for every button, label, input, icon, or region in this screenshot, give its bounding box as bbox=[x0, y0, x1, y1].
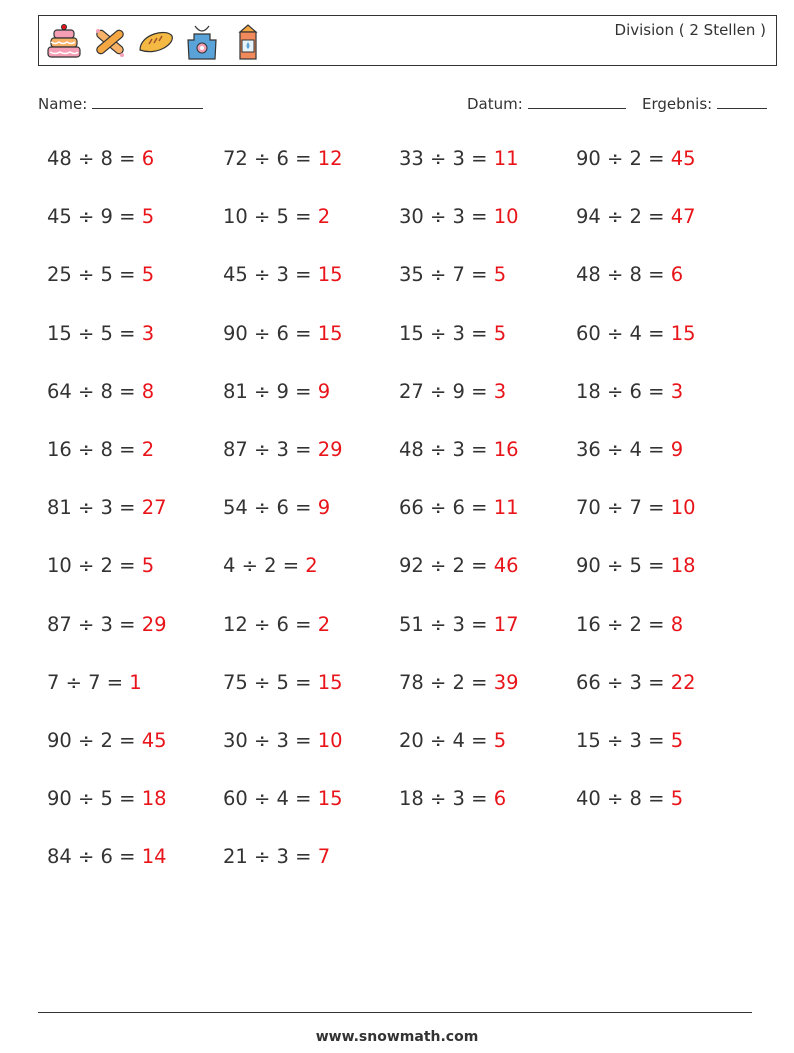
problem-answer: 18 bbox=[670, 554, 696, 578]
problem-item bbox=[399, 147, 519, 170]
problem-item bbox=[399, 613, 519, 636]
problem-item bbox=[223, 613, 330, 636]
problem-item bbox=[47, 671, 142, 694]
cake-icon bbox=[45, 22, 83, 62]
milk-carton-icon bbox=[229, 22, 267, 62]
problem-answer: 5 bbox=[493, 263, 507, 287]
problem-answer: 8 bbox=[670, 612, 684, 636]
problem-answer: 2 bbox=[317, 205, 331, 229]
problem-answer: 29 bbox=[141, 612, 167, 636]
problem-answer: 15 bbox=[317, 787, 343, 811]
problem-item bbox=[399, 671, 519, 694]
problem-item bbox=[399, 205, 519, 228]
problem-item bbox=[576, 147, 696, 170]
problem-answer: 5 bbox=[493, 321, 507, 345]
problem-answer: 12 bbox=[317, 147, 343, 170]
problem-question: 16 ÷ 8 = bbox=[47, 438, 136, 461]
problem-item bbox=[47, 322, 154, 345]
problem-item bbox=[576, 205, 696, 228]
problem-question: 78 ÷ 2 = bbox=[399, 670, 488, 694]
problem-question: 90 ÷ 5 = bbox=[47, 787, 136, 811]
problem-item bbox=[47, 205, 154, 228]
problem-question: 45 ÷ 9 = bbox=[47, 205, 136, 229]
problem-answer: 9 bbox=[670, 438, 684, 461]
footer-url: www.snowmath.com bbox=[315, 1029, 479, 1045]
name-blank bbox=[92, 93, 203, 109]
problem-question: 94 ÷ 2 = bbox=[576, 205, 665, 229]
problem-item bbox=[223, 787, 343, 810]
problem-item bbox=[223, 438, 343, 461]
problem-answer: 14 bbox=[141, 845, 167, 869]
problem-question: 90 ÷ 2 = bbox=[576, 147, 665, 170]
problem-answer: 5 bbox=[493, 729, 507, 752]
problem-answer: 11 bbox=[493, 496, 519, 520]
icon-strip bbox=[45, 22, 267, 62]
problem-answer: 2 bbox=[141, 438, 155, 461]
problem-answer: 5 bbox=[141, 554, 155, 578]
problem-item bbox=[576, 671, 696, 694]
problem-answer: 46 bbox=[493, 554, 519, 578]
problem-item bbox=[47, 613, 167, 636]
name-label: Name: bbox=[38, 95, 88, 113]
problem-item bbox=[576, 496, 696, 519]
worksheet-header bbox=[38, 15, 777, 66]
problem-item bbox=[223, 729, 343, 752]
problem-item bbox=[576, 380, 683, 403]
date-blank bbox=[528, 93, 626, 109]
problem-answer: 22 bbox=[670, 670, 696, 694]
worksheet-title: Division ( 2 Stellen ) bbox=[614, 21, 766, 39]
problem-question: 45 ÷ 3 = bbox=[223, 263, 312, 287]
problem-answer: 29 bbox=[317, 438, 343, 461]
problem-answer: 10 bbox=[493, 205, 519, 229]
problem-question: 60 ÷ 4 = bbox=[576, 321, 665, 345]
problem-item bbox=[223, 263, 343, 286]
problem-question: 66 ÷ 3 = bbox=[576, 670, 665, 694]
problem-item bbox=[47, 380, 154, 403]
date-label: Datum: bbox=[467, 95, 523, 113]
problem-question: 70 ÷ 7 = bbox=[576, 496, 665, 520]
problem-question: 40 ÷ 8 = bbox=[576, 787, 665, 811]
problem-question: 27 ÷ 9 = bbox=[399, 379, 488, 403]
problem-item bbox=[223, 671, 343, 694]
problem-question: 35 ÷ 7 = bbox=[399, 263, 488, 287]
problem-answer: 10 bbox=[317, 729, 343, 752]
problem-answer: 10 bbox=[670, 496, 696, 520]
problem-item bbox=[576, 729, 683, 752]
problem-answer: 5 bbox=[670, 787, 684, 811]
problem-question: 90 ÷ 6 = bbox=[223, 321, 312, 345]
problem-answer: 8 bbox=[141, 379, 155, 403]
problem-question: 12 ÷ 6 = bbox=[223, 612, 312, 636]
problem-item bbox=[47, 263, 154, 286]
problem-question: 30 ÷ 3 = bbox=[399, 205, 488, 229]
rolling-pin-icon bbox=[91, 22, 129, 62]
problem-answer: 7 bbox=[317, 845, 331, 869]
problem-item bbox=[223, 845, 330, 868]
problem-question: 90 ÷ 5 = bbox=[576, 554, 665, 578]
problem-question: 60 ÷ 4 = bbox=[223, 787, 312, 811]
problem-question: 25 ÷ 5 = bbox=[47, 263, 136, 287]
problem-answer: 5 bbox=[141, 263, 155, 287]
problem-item bbox=[399, 438, 519, 461]
score-blank bbox=[717, 93, 767, 109]
problem-question: 87 ÷ 3 = bbox=[47, 612, 136, 636]
problem-question: 18 ÷ 6 = bbox=[576, 379, 665, 403]
problem-item bbox=[223, 496, 330, 519]
score-label: Ergebnis: bbox=[642, 95, 713, 113]
problem-answer: 27 bbox=[141, 496, 167, 520]
problem-answer: 6 bbox=[141, 147, 155, 170]
problem-item bbox=[223, 380, 330, 403]
problem-answer: 15 bbox=[317, 670, 343, 694]
problem-item bbox=[399, 322, 506, 345]
problem-item bbox=[576, 554, 696, 577]
problem-question: 92 ÷ 2 = bbox=[399, 554, 488, 578]
problem-item bbox=[576, 613, 683, 636]
problem-answer: 15 bbox=[670, 321, 696, 345]
problem-question: 18 ÷ 3 = bbox=[399, 787, 488, 811]
problem-question: 64 ÷ 8 = bbox=[47, 379, 136, 403]
problem-item bbox=[47, 845, 167, 868]
problem-question: 54 ÷ 6 = bbox=[223, 496, 312, 520]
problem-answer: 45 bbox=[670, 147, 696, 170]
problem-question: 66 ÷ 6 = bbox=[399, 496, 488, 520]
problem-question: 33 ÷ 3 = bbox=[399, 147, 488, 170]
problem-answer: 3 bbox=[141, 321, 155, 345]
problem-item bbox=[47, 729, 167, 752]
problem-question: 21 ÷ 3 = bbox=[223, 845, 312, 869]
problem-question: 75 ÷ 5 = bbox=[223, 670, 312, 694]
problem-item bbox=[576, 322, 696, 345]
problem-question: 90 ÷ 2 = bbox=[47, 729, 136, 752]
problem-item bbox=[576, 787, 683, 810]
problem-question: 30 ÷ 3 = bbox=[223, 729, 312, 752]
problem-answer: 15 bbox=[317, 263, 343, 287]
problem-item bbox=[223, 147, 343, 170]
problem-item bbox=[223, 205, 330, 228]
score-field bbox=[642, 93, 767, 113]
problem-item bbox=[47, 787, 167, 810]
problem-question: 48 ÷ 3 = bbox=[399, 438, 488, 461]
problem-question: 87 ÷ 3 = bbox=[223, 438, 312, 461]
problem-item bbox=[399, 554, 519, 577]
date-field bbox=[467, 93, 626, 113]
problem-item bbox=[223, 322, 343, 345]
problem-item bbox=[399, 263, 506, 286]
problem-question: 48 ÷ 8 = bbox=[576, 263, 665, 287]
problem-answer: 11 bbox=[493, 147, 519, 170]
problem-answer: 3 bbox=[493, 379, 507, 403]
problem-question: 81 ÷ 9 = bbox=[223, 379, 312, 403]
problem-answer: 17 bbox=[493, 612, 519, 636]
apron-icon bbox=[183, 22, 221, 62]
problem-answer: 5 bbox=[670, 729, 684, 752]
problem-question: 10 ÷ 2 = bbox=[47, 554, 136, 578]
problem-question: 84 ÷ 6 = bbox=[47, 845, 136, 869]
problem-answer: 6 bbox=[493, 787, 507, 811]
problem-item bbox=[399, 787, 506, 810]
problem-item bbox=[576, 263, 683, 286]
problem-item bbox=[47, 554, 154, 577]
problem-answer: 16 bbox=[493, 438, 519, 461]
problem-item bbox=[47, 438, 154, 461]
problem-answer: 3 bbox=[670, 379, 684, 403]
problem-item bbox=[47, 147, 154, 170]
problem-answer: 5 bbox=[141, 205, 155, 229]
problem-answer: 39 bbox=[493, 670, 519, 694]
problem-question: 72 ÷ 6 = bbox=[223, 147, 312, 170]
name-field bbox=[38, 93, 203, 113]
bread-icon bbox=[137, 22, 175, 62]
problem-question: 15 ÷ 5 = bbox=[47, 321, 136, 345]
problem-answer: 45 bbox=[141, 729, 167, 752]
problem-answer: 1 bbox=[129, 670, 142, 694]
problem-question: 16 ÷ 2 = bbox=[576, 612, 665, 636]
problem-answer: 9 bbox=[317, 496, 331, 520]
problem-question: 36 ÷ 4 = bbox=[576, 438, 665, 461]
problem-question: 4 ÷ 2 = bbox=[223, 554, 300, 578]
problem-item bbox=[47, 496, 167, 519]
problem-question: 15 ÷ 3 = bbox=[399, 321, 488, 345]
problem-question: 20 ÷ 4 = bbox=[399, 729, 488, 752]
problem-answer: 2 bbox=[305, 554, 318, 578]
problem-question: 81 ÷ 3 = bbox=[47, 496, 136, 520]
problem-item bbox=[223, 554, 318, 577]
problem-question: 10 ÷ 5 = bbox=[223, 205, 312, 229]
problem-answer: 47 bbox=[670, 205, 696, 229]
problem-answer: 2 bbox=[317, 612, 331, 636]
problem-item bbox=[576, 438, 683, 461]
problem-item bbox=[399, 380, 506, 403]
problem-question: 7 ÷ 7 = bbox=[47, 670, 124, 694]
problem-answer: 18 bbox=[141, 787, 167, 811]
problem-question: 15 ÷ 3 = bbox=[576, 729, 665, 752]
problem-answer: 15 bbox=[317, 321, 343, 345]
problem-question: 51 ÷ 3 = bbox=[399, 612, 488, 636]
problem-item bbox=[399, 496, 519, 519]
problem-question: 48 ÷ 8 = bbox=[47, 147, 136, 170]
problem-item bbox=[399, 729, 506, 752]
problem-answer: 6 bbox=[670, 263, 684, 287]
footer-divider bbox=[38, 1012, 752, 1013]
problem-answer: 9 bbox=[317, 379, 331, 403]
